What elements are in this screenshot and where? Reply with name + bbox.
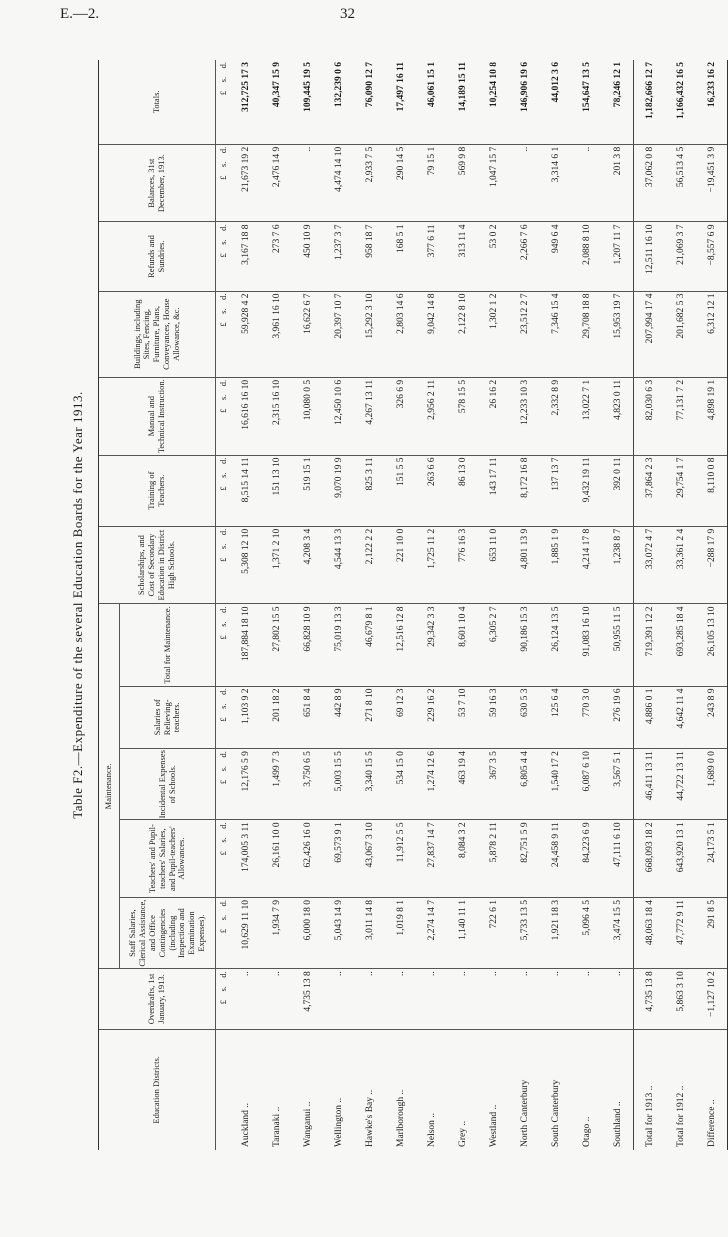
value-cell: 2,266 7 6 [509,222,540,291]
unit-label [216,1029,231,1150]
value-cell: 90,186 15 3 [509,604,540,686]
value-cell: 12,176 5 9 [230,749,261,820]
col-overdrafts: Overdrafts, 1st January, 1913. [99,969,216,1029]
col-relieving: Salaries of Relieving-teachers. [120,686,216,749]
value-cell: 271 8 10 [354,686,385,749]
unit-label: £ s. d. [216,604,231,686]
value-cell: 5,043 14 9 [323,898,354,969]
value-cell: 4,208 3 4 [292,526,323,604]
value-cell: 207,994 17 4 [634,291,666,377]
table-row [509,60,540,1150]
value-cell: 8,515 14 11 [230,455,261,526]
value-cell: 1,140 11 1 [447,898,478,969]
table-row [602,60,634,1150]
value-cell: 44,012 3 6 [540,60,571,144]
value-cell: 569 9 8 [447,144,478,222]
value-cell: 5,003 15 5 [323,749,354,820]
value-cell: 37,864 2 3 [634,455,666,526]
value-cell: 722 6 1 [478,898,509,969]
col-manual: Manual and Technical Instruction. [99,377,216,455]
value-cell: −8,557 6 9 [696,222,728,291]
value-cell: 29,754 1 7 [665,455,696,526]
value-cell: 21,069 3 7 [665,222,696,291]
value-cell: 76,090 12 7 [354,60,385,144]
value-cell: 132,239 0 6 [323,60,354,144]
district-name: Otago .. [581,1116,592,1147]
value-cell: 33,072 4 7 [634,526,666,604]
value-cell: 5,308 12 10 [230,526,261,604]
value-cell: 16,616 16 10 [230,377,261,455]
value-cell: 168 5 1 [385,222,416,291]
value-cell: 46,679 8 1 [354,604,385,686]
value-cell: 2,476 14 9 [261,144,292,222]
col-balances: Balances, 31st December, 1913. [99,144,216,222]
table-row [323,60,354,1150]
value-cell: 15,953 19 7 [602,291,634,377]
value-cell: 16,233 16 2 [696,60,728,144]
value-cell: 29,342 3 3 [416,604,447,686]
unit-label: £ s. d. [216,749,231,820]
unit-label: £ s. d. [216,969,231,1029]
value-cell: 48,063 18 4 [634,898,666,969]
value-cell: 1,019 8 1 [385,898,416,969]
rotated-table-block [70,60,717,1150]
value-cell: 651 8 4 [292,686,323,749]
table-title: Table F2.—Expenditure of the several Education Boards for the Year 1913. [70,391,85,819]
col-scholarships: Scholarships, and Cost of Secondary Education in District High Schools. [99,526,216,604]
value-cell: 1,725 11 2 [416,526,447,604]
value-cell: 59,928 4 2 [230,291,261,377]
value-cell: 146,906 19 6 [509,60,540,144]
table-row [261,60,292,1150]
value-cell: .. [292,144,323,222]
value-cell: 66,828 10 9 [292,604,323,686]
value-cell: 151 5 5 [385,455,416,526]
value-cell: 4,214 17 8 [571,526,602,604]
value-cell: 630 5 3 [509,686,540,749]
value-cell: 12,450 10 6 [323,377,354,455]
value-cell: 3,474 15 5 [602,898,634,969]
value-cell: 1,885 1 9 [540,526,571,604]
value-cell: 154,647 13 5 [571,60,602,144]
value-cell: 5,863 3 10 [665,969,696,1029]
value-cell: 10,629 11 10 [230,898,261,969]
value-cell: .. [571,969,602,1029]
value-cell: 1,540 17 2 [540,749,571,820]
value-cell: 91,083 16 10 [571,604,602,686]
col-district: Education Districts. [99,1029,216,1150]
value-cell: 534 15 0 [385,749,416,820]
value-cell: 312,725 17 3 [230,60,261,144]
value-cell: 1,047 15 7 [478,144,509,222]
value-cell: 43,067 3 10 [354,820,385,898]
value-cell: 46,411 13 11 [634,749,666,820]
value-cell: 643,920 13 1 [665,820,696,898]
value-cell: 8,110 0 8 [696,455,728,526]
value-cell: 2,803 14 6 [385,291,416,377]
value-cell: .. [447,969,478,1029]
value-cell: 201 3 8 [602,144,634,222]
value-cell: 21,673 19 2 [230,144,261,222]
value-cell: 17,497 16 11 [385,60,416,144]
table-row [696,60,728,1150]
col-training: Training of Teachers. [99,455,216,526]
value-cell: 6,312 12 1 [696,291,728,377]
value-cell: 27,837 14 7 [416,820,447,898]
value-cell: .. [602,969,634,1029]
value-cell: 5,096 4 5 [571,898,602,969]
district-name: Total for 1913 .. [634,1029,666,1150]
col-incidental: Incidental Expenses of Schools. [120,749,216,820]
unit-label: £ s. d. [216,898,231,969]
value-cell: 78,246 12 1 [602,60,634,144]
value-cell: 2,933 7 5 [354,144,385,222]
value-cell: 263 6 6 [416,455,447,526]
value-cell: .. [478,969,509,1029]
value-cell: 719,391 12 2 [634,604,666,686]
value-cell: .. [571,144,602,222]
value-cell: 82,751 5 9 [509,820,540,898]
value-cell: 4,267 13 11 [354,377,385,455]
value-cell: 377 6 11 [416,222,447,291]
value-cell: 392 0 11 [602,455,634,526]
value-cell: .. [509,144,540,222]
value-cell: 958 18 7 [354,222,385,291]
district-name: Total for 1912 .. [675,1085,686,1147]
value-cell: 770 3 0 [571,686,602,749]
value-cell: 47,772 9 11 [665,898,696,969]
value-cell: 26,105 13 10 [696,604,728,686]
unit-label: £ s. d. [216,291,231,377]
value-cell: 4,642 11 4 [665,686,696,749]
value-cell: 69 12 3 [385,686,416,749]
col-total-maintenance: Total for Maintenance. [120,604,216,686]
value-cell: 8,084 3 2 [447,820,478,898]
district-name: Westland .. [488,1104,499,1147]
value-cell: 1,238 8 7 [602,526,634,604]
value-cell: 653 11 0 [478,526,509,604]
value-cell: 4,474 14 10 [323,144,354,222]
value-cell: 187,884 18 10 [230,604,261,686]
table-row [230,60,261,1150]
value-cell: 53 0 2 [478,222,509,291]
value-cell: 20,397 10 7 [323,291,354,377]
value-cell: 273 7 6 [261,222,292,291]
value-cell: 463 19 4 [447,749,478,820]
table-row [292,60,323,1150]
value-cell: 6,305 2 7 [478,604,509,686]
value-cell: 949 6 4 [540,222,571,291]
value-cell: 59 16 3 [478,686,509,749]
value-cell: 2,122 8 10 [447,291,478,377]
value-cell: 10,080 0 5 [292,377,323,455]
value-cell: 4,823 0 11 [602,377,634,455]
value-cell: 10,254 10 8 [478,60,509,144]
unit-label: £ s. d. [216,377,231,455]
value-cell: 2,956 2 11 [416,377,447,455]
value-cell: 8,601 10 4 [447,604,478,686]
value-cell: 693,285 18 4 [665,604,696,686]
value-cell: 12,233 10 3 [509,377,540,455]
value-cell: 56,513 4 5 [665,144,696,222]
value-cell: 33,361 2 4 [665,526,696,604]
table-row [447,60,478,1150]
value-cell: .. [230,969,261,1029]
value-cell: 276 19 6 [602,686,634,749]
value-cell: 27,802 15 5 [261,604,292,686]
table-row [416,60,447,1150]
value-cell: .. [416,969,447,1029]
value-cell: 5,733 13 5 [509,898,540,969]
value-cell: 9,042 14 8 [416,291,447,377]
col-buildings: Buildings, including Sites, Fencing, Furniture, Plans, Conveyances, House Allowance, &c. [99,291,216,377]
value-cell: 3,750 6 5 [292,749,323,820]
value-cell: 1,302 1 2 [478,291,509,377]
unit-label: £ s. d. [216,455,231,526]
value-cell: 69,573 9 1 [323,820,354,898]
value-cell: 1,689 0 0 [696,749,728,820]
value-cell: 367 3 5 [478,749,509,820]
value-cell: 578 15 5 [447,377,478,455]
value-cell: 1,103 9 2 [230,686,261,749]
value-cell: 16,622 6 7 [292,291,323,377]
group-maintenance: Maintenance. [99,604,120,969]
table-row [540,60,571,1150]
district-name: Grey .. [457,1120,468,1147]
value-cell: 290 14 5 [385,144,416,222]
value-cell: 23,512 2 7 [509,291,540,377]
value-cell: 313 11 4 [447,222,478,291]
value-cell: 79 15 1 [416,144,447,222]
value-cell: 86 13 0 [447,455,478,526]
value-cell: 3,167 18 8 [230,222,261,291]
value-cell: 825 3 11 [354,455,385,526]
value-cell: 519 15 1 [292,455,323,526]
value-cell: 442 8 9 [323,686,354,749]
value-cell: 326 6 9 [385,377,416,455]
district-name: Difference .. [696,1029,728,1150]
value-cell: 11,912 5 5 [385,820,416,898]
value-cell: .. [261,969,292,1029]
value-cell: 1,182,666 12 7 [634,60,666,144]
value-cell: 46,061 15 1 [416,60,447,144]
district-name: Auckland .. [240,1102,251,1147]
value-cell: 1,207 11 7 [602,222,634,291]
value-cell: 125 6 4 [540,686,571,749]
value-cell: 6,087 6 10 [571,749,602,820]
value-cell: 13,022 7 1 [571,377,602,455]
value-cell: 24,173 5 1 [696,820,728,898]
col-staff: Staff Salaries, Clerical Assistance, and Office Contingencies (including Inspection and Examination Expenses). [120,898,216,969]
value-cell: 9,070 19 9 [323,455,354,526]
value-cell: 4,898 19 1 [696,377,728,455]
value-cell: 1,166,432 16 5 [665,60,696,144]
value-cell: 1,921 18 3 [540,898,571,969]
value-cell: 47,111 6 10 [602,820,634,898]
value-cell: .. [385,969,416,1029]
value-cell: 15,292 3 10 [354,291,385,377]
value-cell: 62,426 16 0 [292,820,323,898]
report-code: E.—2. [60,6,100,22]
value-cell: −19,451 3 9 [696,144,728,222]
col-refunds: Refunds and Sundries. [99,222,216,291]
district-name: Wanganui .. [302,1101,313,1147]
value-cell: 75,019 13 3 [323,604,354,686]
value-cell: 2,088 8 10 [571,222,602,291]
value-cell: 6,000 18 0 [292,898,323,969]
value-cell: 3,314 6 1 [540,144,571,222]
value-cell: 4,886 0 1 [634,686,666,749]
district-name: South Canterbury [550,1079,561,1147]
district-name: Southland .. [612,1101,623,1147]
unit-label: £ s. d. [216,60,231,144]
value-cell: 12,516 12 8 [385,604,416,686]
value-cell: 174,005 3 11 [230,820,261,898]
value-cell: 2,274 14 7 [416,898,447,969]
value-cell: 9,432 19 11 [571,455,602,526]
value-cell: 291 8 5 [696,898,728,969]
district-name: Hawke's Bay .. [364,1089,375,1147]
value-cell: .. [354,969,385,1029]
unit-label: £ s. d. [216,222,231,291]
table-row [571,60,602,1150]
value-cell: 1,499 7 3 [261,749,292,820]
value-cell: 4,801 13 9 [509,526,540,604]
value-cell: 1,371 2 10 [261,526,292,604]
value-cell: 77,131 7 2 [665,377,696,455]
value-cell: −1,127 10 2 [696,969,728,1029]
value-cell: .. [540,969,571,1029]
district-name: Marlborough .. [395,1089,406,1147]
value-cell: 1,274 12 6 [416,749,447,820]
value-cell: 26 16 2 [478,377,509,455]
value-cell: 44,722 13 11 [665,749,696,820]
unit-label: £ s. d. [216,526,231,604]
unit-label: £ s. d. [216,686,231,749]
col-totals: Totals. [99,60,216,144]
value-cell: 1,237 3 7 [323,222,354,291]
table-row [478,60,509,1150]
value-cell: 7,346 15 4 [540,291,571,377]
value-cell: 3,340 15 5 [354,749,385,820]
col-teachers: Teachers' and Pupil-teachers' Salaries, and Pupil-teachers' Allowances. [120,820,216,898]
value-cell: 84,223 6 9 [571,820,602,898]
value-cell: 776 16 3 [447,526,478,604]
value-cell: 243 8 9 [696,686,728,749]
value-cell: .. [509,969,540,1029]
value-cell: 29,708 18 8 [571,291,602,377]
value-cell: 151 13 10 [261,455,292,526]
district-name: Nelson .. [426,1112,437,1147]
value-cell: 26,161 10 0 [261,820,292,898]
value-cell: 143 17 11 [478,455,509,526]
value-cell: 2,332 8 9 [540,377,571,455]
value-cell: 201,682 5 3 [665,291,696,377]
unit-label: £ s. d. [216,820,231,898]
value-cell: 3,961 16 10 [261,291,292,377]
value-cell: 109,445 19 5 [292,60,323,144]
page-number: 32 [340,6,355,22]
value-cell: 12,511 16 10 [634,222,666,291]
table-row [634,60,666,1150]
value-cell: 37,062 0 8 [634,144,666,222]
value-cell: 53 7 10 [447,686,478,749]
value-cell: 668,093 18 2 [634,820,666,898]
value-cell: 229 16 2 [416,686,447,749]
value-cell: −288 17 9 [696,526,728,604]
value-cell: 3,011 14 8 [354,898,385,969]
value-cell: 14,189 15 11 [447,60,478,144]
table-row [354,60,385,1150]
expenditure-table [98,60,728,1150]
value-cell: 5,878 2 11 [478,820,509,898]
value-cell: 221 10 0 [385,526,416,604]
value-cell: 6,805 4 4 [509,749,540,820]
value-cell: 201 18 2 [261,686,292,749]
value-cell: 50,955 11 5 [602,604,634,686]
value-cell: 4,735 13 8 [634,969,666,1029]
value-cell: 40,347 15 9 [261,60,292,144]
table-row [385,60,416,1150]
value-cell: 8,172 16 8 [509,455,540,526]
value-cell: 1,934 7 9 [261,898,292,969]
value-cell: 137 13 7 [540,455,571,526]
value-cell: 82,030 6 3 [634,377,666,455]
unit-row [216,60,231,1150]
value-cell: 2,315 16 10 [261,377,292,455]
value-cell: 450 10 9 [292,222,323,291]
table-row [665,60,696,1150]
district-name: Taranaki .. [271,1106,282,1147]
district-name: Wellington .. [333,1097,344,1147]
value-cell: 4,735 13 8 [292,969,323,1029]
value-cell: .. [323,969,354,1029]
value-cell: 3,567 5 1 [602,749,634,820]
value-cell: 24,458 9 11 [540,820,571,898]
value-cell: 2,122 2 2 [354,526,385,604]
value-cell: 26,124 13 5 [540,604,571,686]
unit-label: £ s. d. [216,144,231,222]
table-body [216,60,728,1150]
value-cell: 4,544 13 3 [323,526,354,604]
district-name: North Canterbury [519,1079,530,1147]
